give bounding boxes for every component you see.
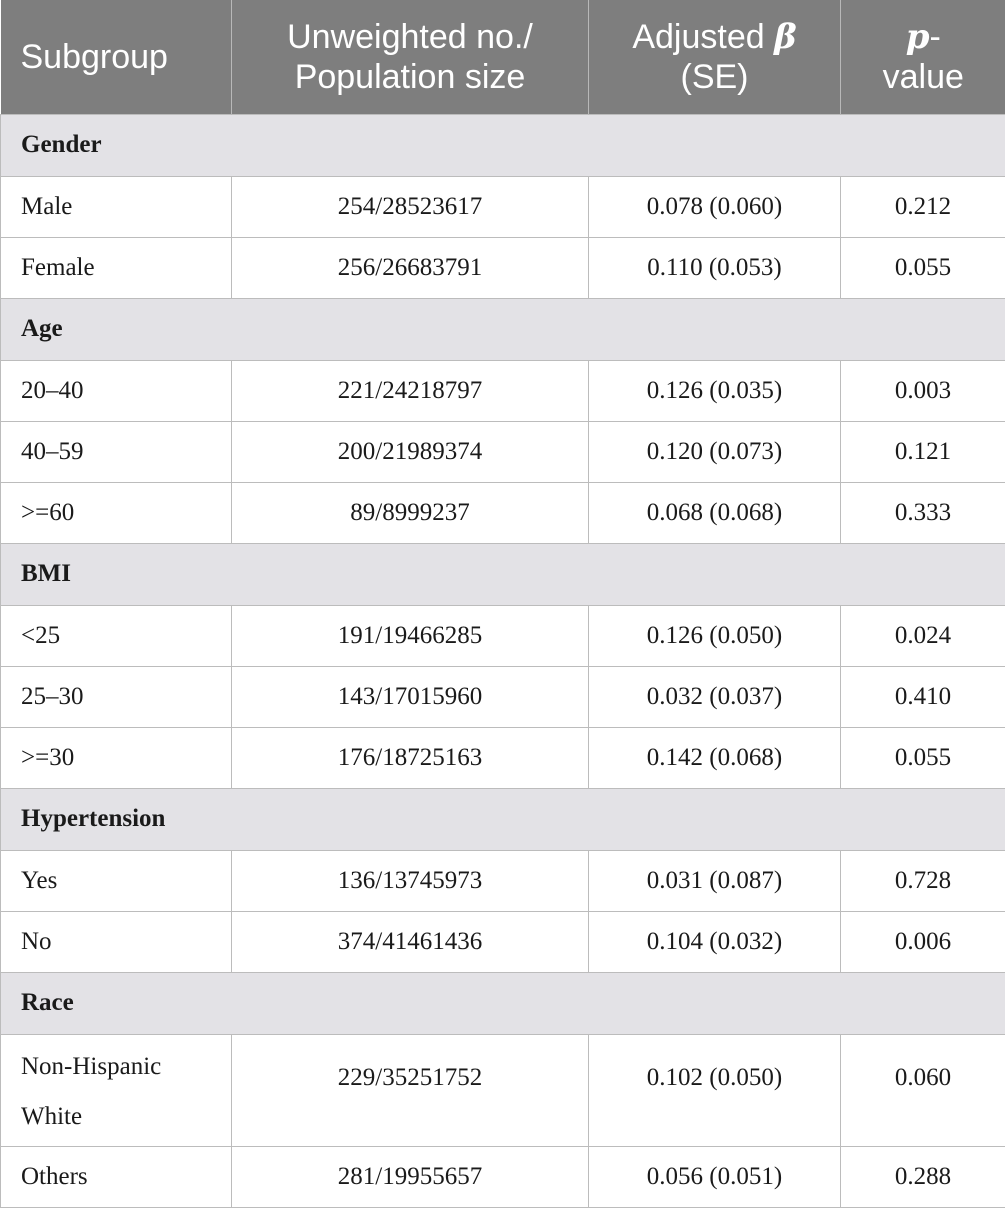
- subgroup-cell: 20–40: [1, 360, 232, 421]
- subgroup-cell: Male: [1, 176, 232, 237]
- beta-cell: 0.078 (0.060): [589, 176, 841, 237]
- table-row: [1, 666, 1005, 727]
- p-value-cell: 0.024: [841, 605, 1005, 666]
- table-row: [1, 1034, 1005, 1146]
- table-row: [1, 237, 1005, 298]
- group-label: Gender: [1, 114, 1005, 176]
- beta-cell: 0.031 (0.087): [589, 850, 841, 911]
- beta-cell: 0.104 (0.032): [589, 911, 841, 972]
- beta-cell: 0.142 (0.068): [589, 727, 841, 788]
- table-header: [1, 0, 1005, 114]
- group-header-row: [1, 298, 1005, 360]
- table-row: [1, 176, 1005, 237]
- beta-cell: 0.110 (0.053): [589, 237, 841, 298]
- table-row: [1, 605, 1005, 666]
- p-value-cell: 0.006: [841, 911, 1005, 972]
- table-row: [1, 850, 1005, 911]
- subgroup-cell: No: [1, 911, 232, 972]
- p-value-cell: 0.288: [841, 1146, 1005, 1207]
- p-value-cell: 0.212: [841, 176, 1005, 237]
- population-cell: 191/19466285: [232, 605, 589, 666]
- group-header-row: [1, 788, 1005, 850]
- population-cell: 221/24218797: [232, 360, 589, 421]
- header-unweighted: [232, 0, 589, 114]
- beta-cell: 0.056 (0.051): [589, 1146, 841, 1207]
- p-value-cell: 0.060: [841, 1034, 1005, 1146]
- header-row: [1, 0, 1005, 114]
- subgroup-cell: Yes: [1, 850, 232, 911]
- population-cell: 281/19955657: [232, 1146, 589, 1207]
- beta-cell: 0.126 (0.050): [589, 605, 841, 666]
- table-row: [1, 360, 1005, 421]
- group-label: Age: [1, 298, 1005, 360]
- header-p-line2: value: [882, 57, 964, 96]
- population-cell: 200/21989374: [232, 421, 589, 482]
- header-beta-symbol: β: [774, 16, 797, 57]
- subgroup-cell: 25–30: [1, 666, 232, 727]
- table-body: [1, 114, 1005, 1207]
- p-value-cell: 0.333: [841, 482, 1005, 543]
- p-value-cell: 0.055: [841, 727, 1005, 788]
- header-subgroup: [1, 0, 232, 114]
- table-row: [1, 911, 1005, 972]
- group-label: Race: [1, 972, 1005, 1034]
- subgroup-cell: >=30: [1, 727, 232, 788]
- header-beta-se: (SE): [680, 57, 749, 96]
- population-cell: 176/18725163: [232, 727, 589, 788]
- header-unweighted-line1: Unweighted no./: [287, 17, 533, 56]
- header-p-value: [841, 0, 1005, 114]
- beta-cell: 0.120 (0.073): [589, 421, 841, 482]
- p-value-cell: 0.055: [841, 237, 1005, 298]
- p-value-cell: 0.410: [841, 666, 1005, 727]
- group-header-row: [1, 543, 1005, 605]
- population-cell: 374/41461436: [232, 911, 589, 972]
- beta-cell: 0.102 (0.050): [589, 1034, 841, 1146]
- table-row: [1, 421, 1005, 482]
- population-cell: 229/35251752: [232, 1034, 589, 1146]
- group-label: BMI: [1, 543, 1005, 605]
- beta-cell: 0.068 (0.068): [589, 482, 841, 543]
- population-cell: 254/28523617: [232, 176, 589, 237]
- header-unweighted-line2: Population size: [294, 57, 526, 96]
- p-value-cell: 0.728: [841, 850, 1005, 911]
- subgroup-cell: <25: [1, 605, 232, 666]
- table-row: [1, 482, 1005, 543]
- header-p-suffix: -: [929, 17, 941, 56]
- header-p-symbol: p: [905, 16, 930, 57]
- group-header-row: [1, 114, 1005, 176]
- beta-cell: 0.126 (0.035): [589, 360, 841, 421]
- population-cell: 136/13745973: [232, 850, 589, 911]
- population-cell: 256/26683791: [232, 237, 589, 298]
- population-cell: 89/8999237: [232, 482, 589, 543]
- subgroup-cell: Non-Hispanic White: [1, 1034, 232, 1146]
- header-adjusted-beta: [589, 0, 841, 114]
- header-beta-prefix: Adjusted: [632, 17, 775, 56]
- subgroup-cell: 40–59: [1, 421, 232, 482]
- subgroup-cell: >=60: [1, 482, 232, 543]
- subgroup-cell: Female: [1, 237, 232, 298]
- p-value-cell: 0.003: [841, 360, 1005, 421]
- header-subgroup-text: Subgroup: [20, 37, 168, 76]
- p-value-cell: 0.121: [841, 421, 1005, 482]
- group-header-row: [1, 972, 1005, 1034]
- table-row: [1, 1146, 1005, 1207]
- subgroup-cell: Others: [1, 1146, 232, 1207]
- population-cell: 143/17015960: [232, 666, 589, 727]
- table-row: [1, 727, 1005, 788]
- group-label: Hypertension: [1, 788, 1005, 850]
- beta-cell: 0.032 (0.037): [589, 666, 841, 727]
